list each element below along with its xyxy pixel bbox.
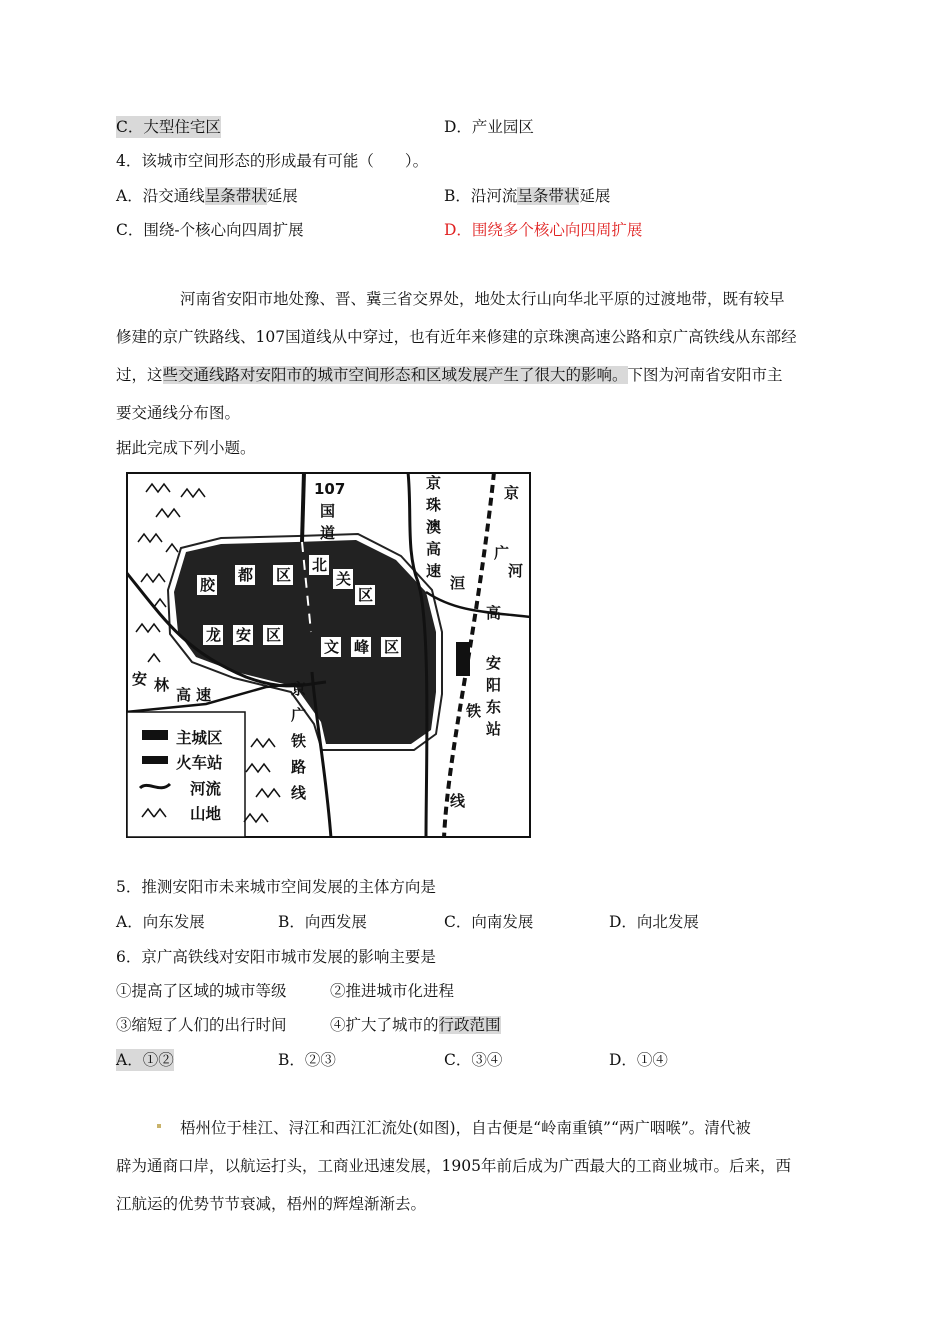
road-107	[302, 472, 304, 542]
q6-statement-1: ①提高了区域的城市等级	[116, 982, 287, 1000]
passage1-line3-post: 下图为河南省安阳市主	[627, 366, 783, 384]
label-longan-0: 龙	[206, 626, 222, 644]
label-gao: 高	[486, 604, 502, 622]
q4-option-b-tail: 延展	[579, 187, 611, 205]
legend-mountain-label: 山地	[190, 805, 222, 823]
label-xian: 线	[450, 792, 466, 810]
label-beiguan-1: 关	[336, 570, 352, 588]
q6-statement-4-text: ④扩大了城市的	[330, 1016, 439, 1034]
q4-option-a-tail: 延展	[266, 187, 298, 205]
label-longan-2: 区	[266, 626, 282, 644]
label-road107-guo: 国	[320, 502, 336, 520]
q4-option-a	[116, 185, 298, 207]
q3-option-d: D．产业园区	[444, 118, 534, 136]
label-he: 河	[508, 562, 524, 580]
label-jiaodu-1: 都	[238, 566, 254, 584]
label-anyang-east-2: 东	[486, 698, 502, 716]
label-guang: 广	[494, 544, 510, 562]
label-tie: 铁	[466, 702, 482, 720]
q5-stem: 5．推测安阳市未来城市空间发展的主体方向是	[116, 878, 436, 896]
label-jing-right: 京	[504, 484, 520, 502]
q4-option-b	[444, 185, 610, 207]
label-gaosu-1: 速	[196, 686, 212, 704]
label-beiguan-0: 北	[312, 556, 328, 574]
legend-station-symbol	[142, 756, 168, 764]
q6-statement-3: ③缩短了人们的出行时间	[116, 1016, 287, 1034]
label-jiaodu-2: 区	[276, 566, 292, 584]
label-jiaodu-0: 胶	[200, 576, 216, 594]
label-jingzhuao-4: 速	[426, 562, 442, 580]
label-jingzhuao-3: 高	[426, 540, 442, 558]
q6-option-a: A．①②	[116, 1051, 174, 1069]
label-jingguang-rail-1: 广	[291, 706, 307, 724]
legend-city-symbol	[142, 730, 168, 740]
q6-option-b: B．②③	[278, 1051, 336, 1069]
q6-statement-4	[330, 1014, 501, 1036]
q4-option-a-text: A．沿交通线	[116, 187, 205, 205]
passage2-line3: 江航运的优势节节衰减，梧州的辉煌渐渐去。	[116, 1195, 427, 1213]
label-road107-number: 107	[314, 480, 346, 498]
q6-statement-4-highlight: 行政范围	[438, 1016, 501, 1034]
label-jingzhuao-0: 京	[426, 474, 442, 492]
label-jingguang-rail-0: 京	[291, 680, 307, 698]
label-road107-dao: 道	[320, 524, 336, 542]
label-jingguang-rail-3: 路	[291, 758, 307, 776]
label-wenfeng-2: 区	[384, 638, 400, 656]
q5-option-c: C．向南发展	[444, 913, 534, 931]
label-wenfeng-1: 峰	[354, 638, 370, 656]
q4-option-b-text: B．沿河流	[444, 187, 518, 205]
passage1-line4: 要交通线分布图。	[116, 404, 241, 422]
label-jingguang-rail-2: 铁	[291, 732, 307, 750]
q4-option-b-highlight: 呈条带状	[517, 187, 580, 205]
label-jingguang-rail-4: 线	[291, 784, 307, 802]
label-jingzhuao-1: 珠	[426, 496, 442, 514]
label-anyang-east-3: 站	[486, 720, 502, 738]
label-anlin-0: 安	[132, 670, 148, 688]
anyang-transport-map	[126, 472, 531, 838]
passage2-line2: 辟为通商口岸，以航运打头，工商业迅速发展，1905年前后成为广西最大的工商业城市。后来，西	[116, 1157, 791, 1175]
q4-option-a-highlight: 呈条带状	[204, 187, 267, 205]
q4-option-c: C．围绕-个核心向四周扩展	[116, 221, 304, 239]
passage1-instruction: 据此完成下列小题。	[116, 439, 256, 457]
q5-option-d: D．向北发展	[609, 913, 699, 931]
passage2-line1: 梧州位于桂江、浔江和西江汇流处(如图)，自古便是“岭南重镇”“两广咽喉”。清代被	[180, 1119, 751, 1137]
label-anlin-1: 林	[154, 676, 170, 694]
anyang-east-station-mark	[456, 642, 470, 676]
q3-option-c: C．大型住宅区	[116, 118, 221, 136]
legend-river-label: 河流	[190, 780, 222, 798]
passage1-line1: 河南省安阳市地处豫、晋、冀三省交界处，地处太行山向华北平原的过渡地带，既有较早	[180, 290, 785, 308]
legend-city-label: 主城区	[176, 729, 223, 747]
q4-option-d-answer: D．围绕多个核心向四周扩展	[444, 221, 643, 239]
q6-stem: 6．京广高铁线对安阳市城市发展的影响主要是	[116, 948, 436, 966]
passage1-line3	[116, 364, 783, 386]
q4-stem: 4．该城市空间形态的形成最有可能（ ）。	[116, 152, 429, 170]
label-huan: 洹	[450, 574, 466, 592]
bullet-dot	[157, 1124, 161, 1128]
label-beiguan-2: 区	[358, 586, 374, 604]
q6-option-c: C．③④	[444, 1051, 503, 1069]
q5-option-a: A．向东发展	[116, 913, 205, 931]
passage1-line3-pre: 过，这	[116, 366, 163, 384]
label-gaosu-0: 高	[176, 686, 192, 704]
label-longan-1: 安	[236, 626, 252, 644]
legend-station-label: 火车站	[176, 754, 223, 772]
label-anyang-east-0: 安	[486, 654, 502, 672]
passage1-line3-highlight: 些交通线路对安阳市的城市空间形态和区域发展产生了很大的影响。	[162, 366, 628, 384]
q6-statement-2: ②推进城市化进程	[330, 982, 455, 1000]
q5-option-b: B．向西发展	[278, 913, 367, 931]
label-jingzhuao-2: 澳	[426, 518, 442, 536]
label-anyang-east-1: 阳	[486, 676, 502, 694]
passage1-line2: 修建的京广铁路线、107国道线从中穿过，也有近年来修建的京珠澳高速公路和京广高铁线从东部经	[116, 328, 797, 346]
label-wenfeng-0: 文	[324, 638, 340, 656]
q6-option-d: D．①④	[609, 1051, 668, 1069]
